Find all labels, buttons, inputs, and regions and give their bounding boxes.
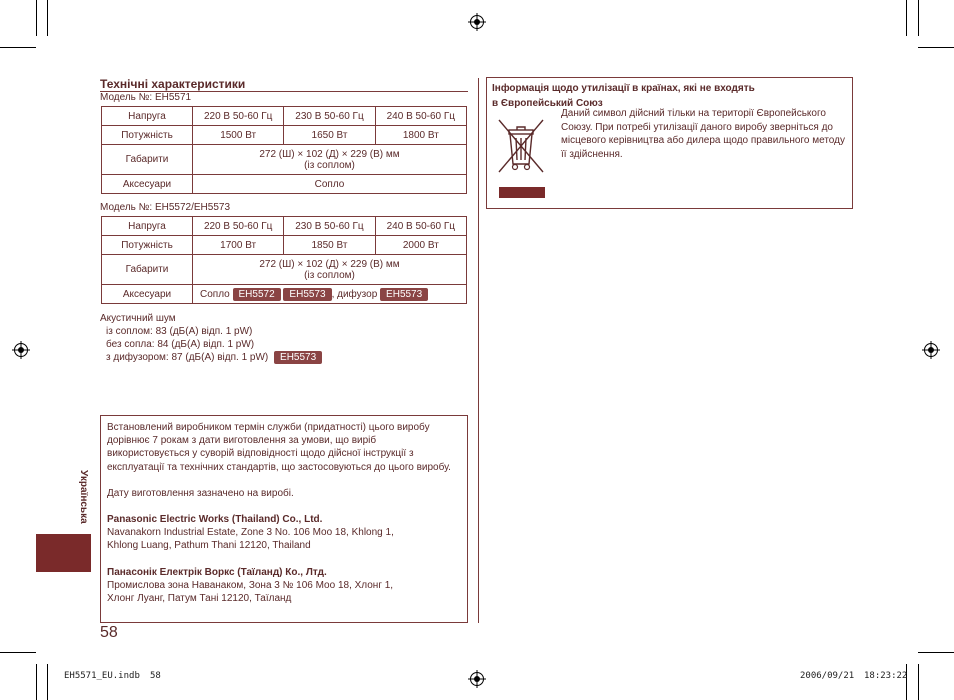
address-line: Navanakorn Industrial Estate, Zone 3 No. 106 Moo 18, Khlong 1, xyxy=(107,527,394,539)
disposal-text: Даний символ дійсний тільки на території Європейського Союзу. При потребі утилізації даного виробу зверніться до місцевого керівництва або дилера щодо правильного методу її здійснення. xyxy=(561,108,845,160)
crop-mark xyxy=(918,47,954,48)
page-number: 58 xyxy=(100,624,118,641)
crop-mark xyxy=(36,0,37,36)
crop-mark xyxy=(918,652,954,653)
registration-mark-icon xyxy=(468,670,486,688)
power-cell: 1800 Вт xyxy=(375,126,466,145)
voltage-cell: 220 В 50-60 Гц xyxy=(193,217,284,236)
crop-mark xyxy=(918,664,919,700)
registration-mark-icon xyxy=(12,341,30,359)
voltage-cell: 230 В 50-60 Гц xyxy=(284,107,375,126)
dims-value: 272 (Ш) × 102 (Д) × 229 (В) мм xyxy=(259,258,400,270)
dims-note: (із соплом) xyxy=(304,269,355,281)
crop-mark xyxy=(906,664,907,700)
service-life-text: Встановлений виробником термін служби (придатності) цього виробу дорівнює 7 рокам з дати виготовлення за умови, що виріб використовується у суворій відповідності щодо дійсної інструкції з експлуатації та технічних стандартів, що застосовуються до цього виробу. xyxy=(107,422,451,473)
power-label: Потужність xyxy=(102,236,193,255)
model-badge: EH5573 xyxy=(274,351,322,364)
model2-label: Модель №: EH5572/EH5573 xyxy=(100,202,231,213)
spec-table-model2 xyxy=(101,216,467,304)
slug-date: 2006/09/21 xyxy=(800,671,855,681)
power-cell: 2000 Вт xyxy=(375,236,466,255)
model1-label: Модель №: EH5571 xyxy=(100,92,192,103)
accessory-diffuser: , дифузор xyxy=(331,288,378,300)
crop-mark xyxy=(906,0,907,36)
crop-mark xyxy=(47,664,48,700)
spec-title: Технічні характеристики xyxy=(100,77,246,91)
slug-page: 58 xyxy=(150,671,161,681)
noise-line: без сопла: 84 (дБ(A) відп. 1 pW) xyxy=(106,339,255,350)
dims-cell xyxy=(193,255,467,285)
address-line: Хлонг Луанг, Патум Тані 12120, Таїланд xyxy=(107,593,292,605)
voltage-label: Напруга xyxy=(102,217,193,236)
power-cell: 1500 Вт xyxy=(193,126,284,145)
accessories-label: Аксесуари xyxy=(102,285,193,304)
crop-mark xyxy=(36,664,37,700)
crop-mark xyxy=(0,652,36,653)
dims-cell xyxy=(193,145,467,175)
noise-title: Акустичний шум xyxy=(100,313,176,324)
power-cell: 1700 Вт xyxy=(193,236,284,255)
spec-table-model1 xyxy=(101,106,467,194)
power-label: Потужність xyxy=(102,126,193,145)
language-tab xyxy=(36,534,91,572)
service-life-box xyxy=(100,415,468,623)
company-name-en: Panasonic Electric Works (Thailand) Co., Ltd. xyxy=(107,514,323,526)
voltage-cell: 220 В 50-60 Гц xyxy=(193,107,284,126)
registration-mark-icon xyxy=(468,13,486,31)
voltage-cell: 240 В 50-60 Гц xyxy=(375,107,466,126)
registration-mark-icon xyxy=(922,341,940,359)
address-line: Промислова зона Наванаком, Зона 3 № 106 Моо 18, Хлонг 1, xyxy=(107,579,394,591)
accessories-label: Аксесуари xyxy=(102,175,193,194)
power-cell: 1850 Вт xyxy=(284,236,375,255)
crop-mark xyxy=(918,0,919,36)
column-divider xyxy=(478,78,479,623)
slug-time: 18:23:22 xyxy=(864,671,908,681)
slug-file: EH5571_EU.indb xyxy=(64,671,140,681)
language-label: Українська xyxy=(78,470,89,524)
model-badge: EH5573 xyxy=(380,288,428,301)
noise-line: із соплом: 83 (дБ(A) відп. 1 pW) xyxy=(106,326,253,337)
manufacture-date-text: Дату виготовлення зазначено на виробі. xyxy=(107,487,294,499)
crop-mark xyxy=(0,47,36,48)
dims-value: 272 (Ш) × 102 (Д) × 229 (В) мм xyxy=(259,148,400,160)
crop-mark xyxy=(47,0,48,36)
address-line: Khlong Luang, Pathum Thani 12120, Thailand xyxy=(107,540,311,552)
noise-line: з дифузором: 87 (дБ(A) відп. 1 pW) xyxy=(106,352,269,364)
dims-label: Габарити xyxy=(102,145,193,175)
bin-bar xyxy=(499,187,545,198)
manufacturer-ua xyxy=(107,566,461,606)
noise-section xyxy=(100,312,322,364)
voltage-label: Напруга xyxy=(102,107,193,126)
noise-line-diffuser xyxy=(100,351,322,364)
company-name-ua: Панасонік Електрік Воркс (Таїланд) Ко., Лтд. xyxy=(107,566,327,578)
manufacturer-en xyxy=(107,513,461,553)
accessories-cell xyxy=(193,285,467,304)
accessory-nozzle: Сопло xyxy=(200,288,230,300)
power-cell: 1650 Вт xyxy=(284,126,375,145)
crossed-bin-icon xyxy=(495,116,547,180)
model-badge: EH5572 xyxy=(233,288,281,301)
dims-label: Габарити xyxy=(102,255,193,285)
dims-note: (із соплом) xyxy=(304,159,355,171)
voltage-cell: 240 В 50-60 Гц xyxy=(375,217,466,236)
model-badge: EH5573 xyxy=(283,288,331,301)
disposal-title: Інформація щодо утилізації в країнах, які не входять в Європейський Союз xyxy=(492,83,755,109)
accessories-cell: Сопло xyxy=(193,175,467,194)
disposal-info-box xyxy=(486,77,853,209)
voltage-cell: 230 В 50-60 Гц xyxy=(284,217,375,236)
